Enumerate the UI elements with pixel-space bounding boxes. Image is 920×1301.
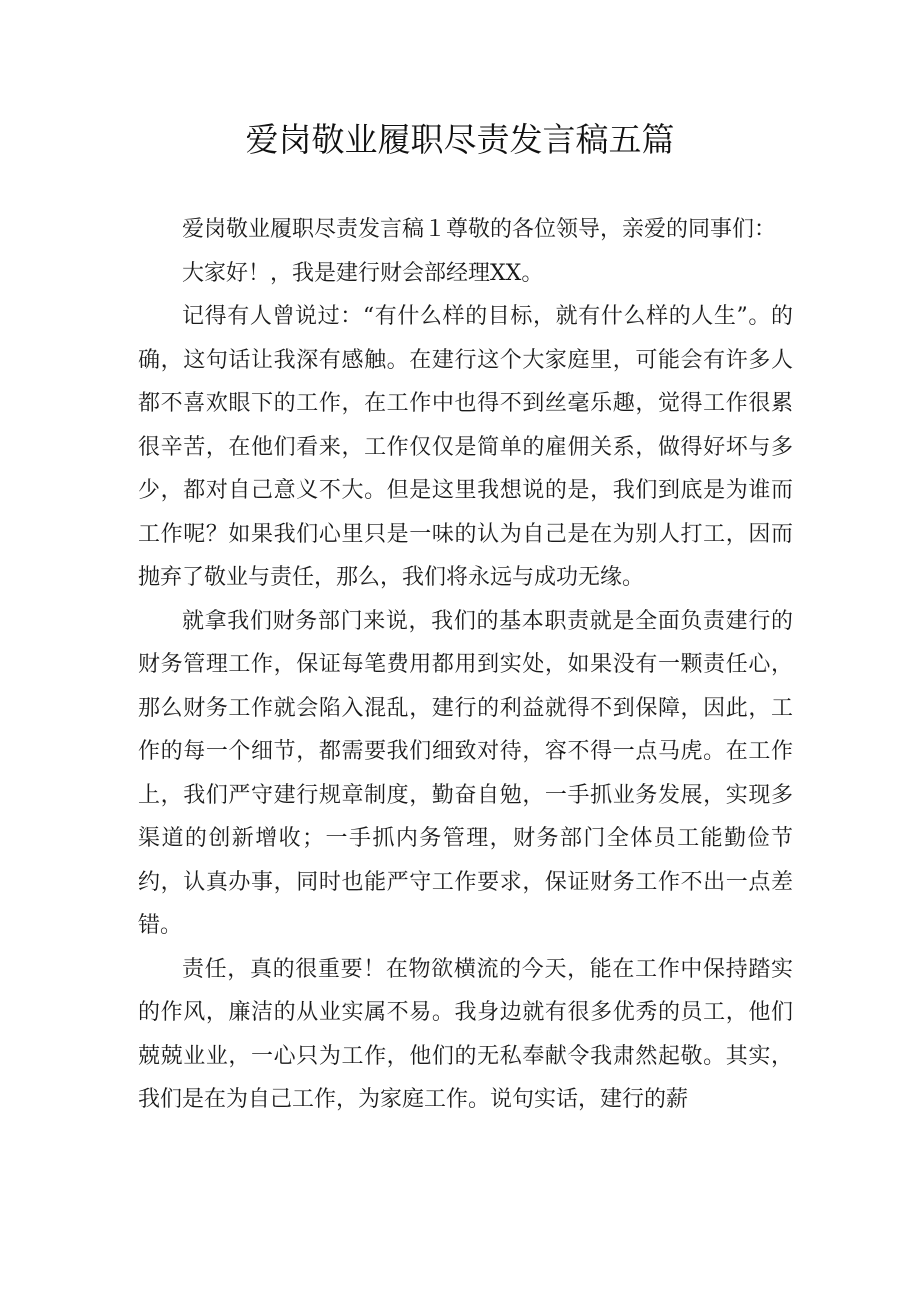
paragraph-finance: 就拿我们财务部门来说，我们的基本职责就是全面负责建行的财务管理工作，保证每笔费用都用到实处，如果没有一颗责任心，那么财务工作就会陷入混乱，建行的利益就得不到保障，因此，工作的每一个细节，都需要我们细致对待，容不得一点马虎。在工作上，我们严守建行规章制度，勤奋自勉，一手抓业务发展，实现多渠道的创新增收；一手抓内务管理，财务部门全体员工能勤俭节约，认真办事，同时也能严守工作要求，保证财务工作不出一点差错。 bbox=[138, 608, 793, 938]
paragraph-responsibility: 责任，真的很重要！在物欲横流的今天，能在工作中保持踏实的作风，廉洁的从业实属不易。我身边就有很多优秀的员工，他们兢兢业业，一心只为工作，他们的无私奉献令我肃然起敬。其实，我们是在为自己工作，为家庭工作。说句实话，建行的薪 bbox=[138, 956, 793, 1112]
paragraph-intro: 大家好！，我是建行财会部经理XX。 bbox=[182, 260, 544, 286]
paragraph-goal: 记得有人曾说过：“有什么样的目标，就有什么样的人生”。的确，这句话让我深有感触。在建行这个大家庭里，可能会有许多人都不喜欢眼下的工作，在工作中也得不到丝毫乐趣，觉得工作很累很辛苦，在他们看来，工作仅仅是简单的雇佣关系，做得好坏与多少，都对自己意义不大。但是这里我想说的是，我们到底是为谁而工作呢？如果我们心里只是一味的认为自己是在为别人打工，因而抛弃了敬业与责任，那么，我们将永远与成功无缘。 bbox=[138, 304, 793, 590]
paragraph-greeting: 爱岗敬业履职尽责发言稿１尊敬的各位领导，亲爱的同事们： bbox=[182, 217, 777, 242]
document-body bbox=[138, 208, 793, 1122]
document-title: 爱岗敬业履职尽责发言稿五篇 bbox=[245, 120, 675, 159]
